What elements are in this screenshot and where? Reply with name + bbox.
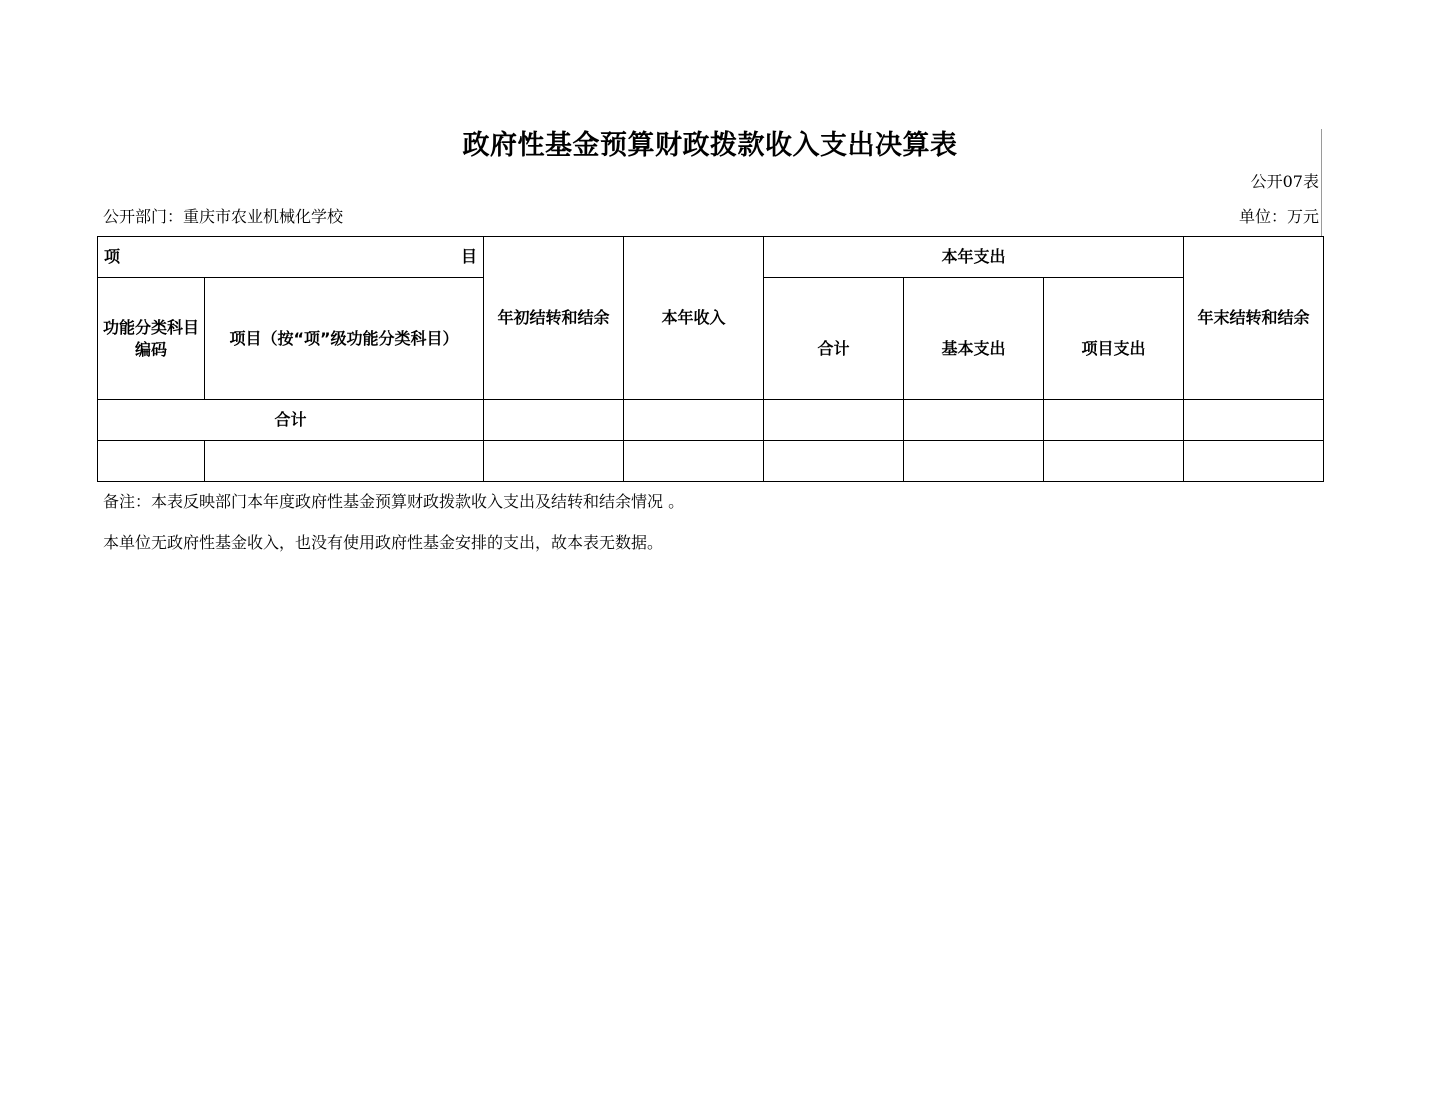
table-cell <box>904 441 1044 482</box>
total-cell <box>904 400 1044 441</box>
header-expense-basic: 基本支出 <box>904 278 1044 400</box>
header-closing-balance: 年末结转和结余 <box>1184 237 1324 400</box>
table-cell <box>1044 441 1184 482</box>
department-label: 公开部门：重庆市农业机械化学校 <box>103 207 344 226</box>
header-item-name: 项目（按“项”级功能分类科目） <box>205 278 484 400</box>
header-expense-total: 合计 <box>764 278 904 400</box>
budget-table <box>97 236 1324 482</box>
total-cell <box>484 400 624 441</box>
total-cell <box>1044 400 1184 441</box>
table-row <box>98 441 1324 482</box>
table-cell <box>764 441 904 482</box>
table-number: 公开07表 <box>1250 172 1319 191</box>
total-cell <box>1184 400 1324 441</box>
header-expense-group: 本年支出 <box>764 237 1184 278</box>
header-code: 功能分类科目编码 <box>98 278 205 400</box>
header-item-right: 目 <box>460 247 477 266</box>
header-expense-project: 项目支出 <box>1044 278 1184 400</box>
note-remark: 备注：本表反映部门本年度政府性基金预算财政拨款收入支出及结转和结余情况 。 <box>103 492 685 511</box>
header-item-left: 项 <box>104 247 121 266</box>
total-label: 合计 <box>98 400 484 441</box>
unit-label: 单位：万元 <box>1238 207 1319 226</box>
page-title: 政府性基金预算财政拨款收入支出决算表 <box>462 130 958 161</box>
note-no-data: 本单位无政府性基金收入，也没有使用政府性基金安排的支出，故本表无数据。 <box>103 533 664 552</box>
header-row-1 <box>98 237 1324 278</box>
table-cell <box>624 441 764 482</box>
total-row <box>98 400 1324 441</box>
table-cell <box>205 441 484 482</box>
header-income: 本年收入 <box>624 237 764 400</box>
header-item-cell <box>98 237 484 278</box>
table-cell <box>1184 441 1324 482</box>
table-cell <box>98 441 205 482</box>
table-cell <box>484 441 624 482</box>
total-cell <box>764 400 904 441</box>
total-cell <box>624 400 764 441</box>
header-opening-balance: 年初结转和结余 <box>484 237 624 400</box>
